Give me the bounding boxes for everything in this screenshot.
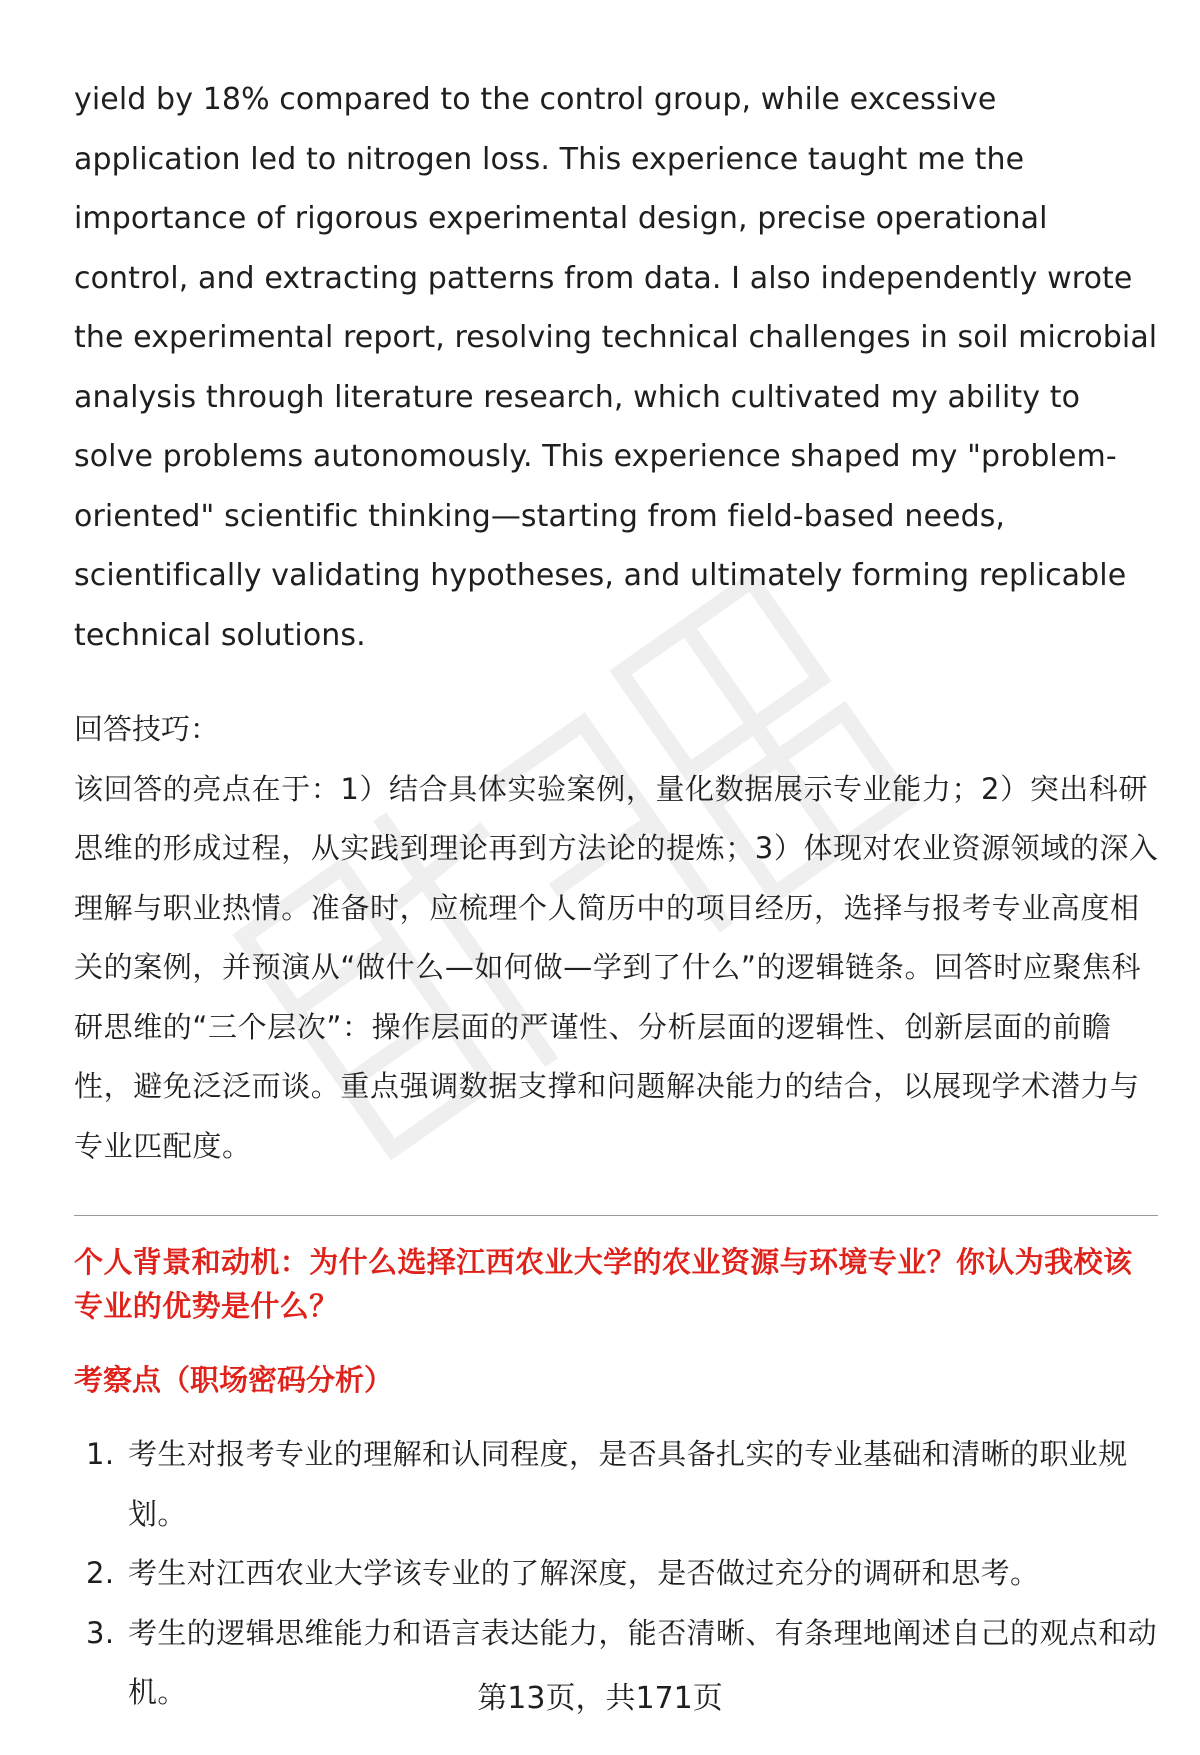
- question-heading: 个人背景和动机：为什么选择江西农业大学的农业资源与环境专业？你认为我校该专业的优势是什么？: [74, 1245, 1133, 1323]
- list-item-text: 考生的逻辑思维能力和语言表达能力，能否清晰、有条理地阐述自己的观点和动机。: [128, 1615, 1158, 1709]
- list-item: [74, 1544, 1160, 1604]
- list-item-number: 3.: [86, 1615, 115, 1650]
- document-page: [74, 70, 1160, 1723]
- assessment-heading: 考察点（职场密码分析）: [74, 1363, 394, 1397]
- section-divider: [74, 1215, 1158, 1216]
- tips-body: 该回答的亮点在于：1）结合具体实验案例，量化数据展示专业能力；2）突出科研思维的形成过程，从实践到理论再到方法论的提炼；3）体现对农业资源领域的深入理解与职业热情。准备时，应梳理个人简历中的项目经历，选择与报考专业高度相关的案例，并预演从“做什么—如何做—学到了什么”的逻辑链条。回答时应聚焦科研思维的“三个层次”：操作层面的严谨性、分析层面的逻辑性、创新层面的前瞻性，避免泛泛而谈。重点强调数据支撑和问题解决能力的结合，以展现学术潜力与专业匹配度。: [74, 771, 1159, 1163]
- english-paragraph: yield by 18% compared to the control group, while excessive application led to nitrogen loss. This experience taught me the importance of rigorous experimental design, precise operational control, and extracting patterns from data. I also independently wrote the experimental report, resolving technical challenges in soil microbial analysis through literature research, which cultivated my ability to solve problems autonomously. This experience shaped my "problem-oriented" scientific thinking—starting from field-based needs, scientifically validating hypotheses, and ultimately forming replicable technical solutions.: [74, 82, 1158, 653]
- list-item-number: 2.: [86, 1556, 115, 1590]
- list-item-number: 1.: [86, 1437, 115, 1471]
- page-footer: 第13页，共171页: [477, 1681, 723, 1716]
- list-item-text: 考生对江西农业大学该专业的了解深度，是否做过充分的调研和思考。: [128, 1556, 1040, 1590]
- list-item: [74, 1425, 1160, 1544]
- list-item-text: 考生对报考专业的理解和认同程度，是否具备扎实的专业基础和清晰的职业规划。: [128, 1437, 1128, 1531]
- tips-title: 回答技巧：: [74, 712, 220, 746]
